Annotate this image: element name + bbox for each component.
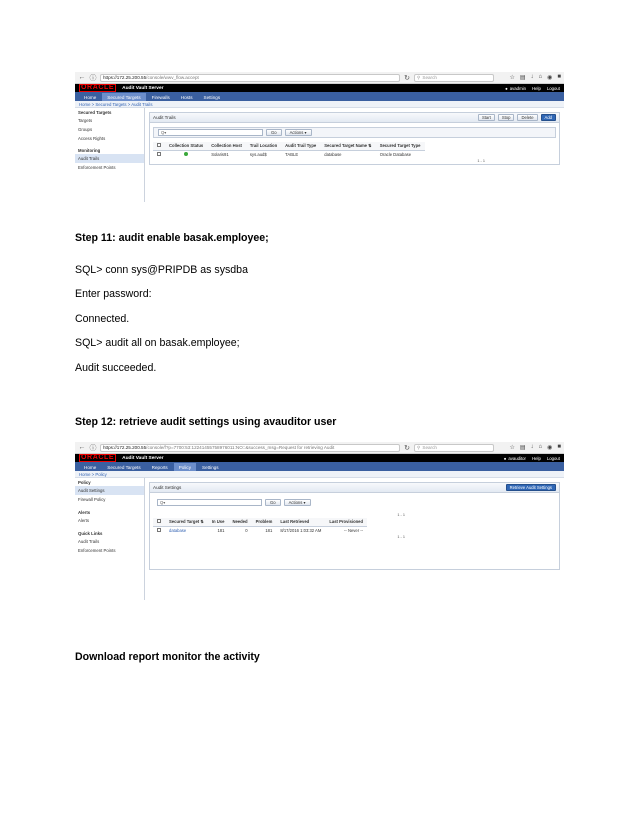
column-header[interactable]: Collection Status bbox=[165, 142, 207, 150]
url-bar[interactable] bbox=[100, 444, 400, 452]
browser-search-placeholder: Search bbox=[422, 75, 437, 80]
search-column-icon[interactable]: Q▾ bbox=[161, 130, 167, 135]
column-header[interactable]: In Use bbox=[208, 518, 229, 526]
panel-title: Audit Settings bbox=[153, 485, 182, 490]
sidebar-section-monitoring: Monitoring bbox=[78, 148, 101, 153]
search-column-icon[interactable]: Q▾ bbox=[160, 500, 166, 505]
browser-search-box[interactable] bbox=[414, 74, 494, 82]
tab-settings[interactable]: Settings bbox=[202, 464, 219, 470]
status-up-icon bbox=[184, 152, 188, 156]
cell-collection-host: Solaris91 bbox=[211, 151, 229, 157]
row-checkbox[interactable] bbox=[157, 152, 161, 156]
pagination-top: 1 - 1 bbox=[397, 513, 405, 517]
select-all-checkbox[interactable] bbox=[157, 519, 161, 523]
sync-icon[interactable]: ◉ bbox=[547, 445, 553, 451]
select-all-header[interactable] bbox=[153, 142, 165, 150]
column-header[interactable]: Secured Target ⇅ bbox=[165, 518, 208, 526]
clipboard-icon[interactable]: ▤ bbox=[519, 445, 526, 451]
browser-toolbar bbox=[75, 72, 564, 84]
sidebar-section-policy: Policy bbox=[78, 480, 91, 485]
breadcrumb-text[interactable]: Home > Policy bbox=[79, 471, 107, 477]
app-title: Audit Vault Server bbox=[122, 85, 164, 91]
help-link[interactable]: Help bbox=[532, 85, 541, 91]
step-11-heading: Step 11: audit enable basak.employee; bbox=[75, 232, 269, 244]
cell-trail-location: sys.aud$ bbox=[249, 151, 267, 157]
app-header bbox=[75, 454, 564, 462]
table-row bbox=[153, 150, 425, 158]
search-icon: ⚲ bbox=[417, 74, 421, 80]
clipboard-icon[interactable]: ▤ bbox=[519, 75, 526, 81]
main-tabs bbox=[75, 92, 564, 101]
report-search-input[interactable] bbox=[158, 129, 263, 136]
add-button[interactable]: Add bbox=[541, 114, 556, 121]
column-header[interactable]: Secured Target Type bbox=[376, 142, 425, 150]
tab-firewalls[interactable]: Firewalls bbox=[151, 94, 170, 100]
pagination: 1 - 1 bbox=[477, 159, 485, 163]
browser-search-placeholder: Search bbox=[422, 445, 437, 450]
row-checkbox[interactable] bbox=[157, 528, 161, 532]
cell-problem: 181 bbox=[265, 527, 273, 533]
column-header[interactable]: Collection Host bbox=[207, 142, 246, 150]
tab-secured-targets[interactable]: Secured Targets bbox=[102, 93, 145, 101]
url-host: https://172.25.200.55 bbox=[103, 75, 147, 80]
back-arrow-icon[interactable]: ← bbox=[78, 444, 86, 451]
app-header bbox=[75, 84, 564, 92]
sql-line: Connected. bbox=[75, 313, 130, 325]
info-icon: ⓘ bbox=[89, 74, 97, 82]
url-host: https://172.25.200.55 bbox=[103, 445, 147, 450]
sql-line: SQL> audit all on basak.employee; bbox=[75, 337, 240, 349]
sql-line: Audit succeeded. bbox=[75, 362, 157, 374]
back-arrow-icon[interactable]: ← bbox=[78, 74, 86, 81]
cell-last-retrieved: 8/17/2016 1:03:32 AM bbox=[280, 527, 322, 533]
cell-trail-type: TABLE bbox=[285, 151, 299, 157]
user-name: avauditor bbox=[508, 455, 526, 461]
sidebar-item-alerts[interactable]: Alerts bbox=[78, 518, 89, 523]
download-icon[interactable]: ↓ bbox=[530, 444, 534, 450]
logout-link[interactable]: Logout bbox=[546, 85, 560, 91]
column-header[interactable]: Last Provisioned bbox=[325, 518, 367, 526]
cell-in-use: 181 bbox=[217, 527, 225, 533]
column-header[interactable]: Last Retrieved bbox=[276, 518, 325, 526]
sql-line: SQL> conn sys@PRIPDB as sysdba bbox=[75, 264, 248, 276]
cell-target-name: database bbox=[324, 151, 342, 157]
report-toolbar bbox=[153, 497, 556, 508]
cell-needed: 0 bbox=[245, 527, 248, 533]
report-search-input[interactable] bbox=[157, 499, 262, 506]
user-name: avadmin bbox=[509, 85, 526, 91]
table-row bbox=[153, 526, 367, 534]
home-icon[interactable]: ⌂ bbox=[538, 74, 543, 80]
sidebar-item-targets[interactable]: Targets bbox=[78, 118, 93, 123]
pocket-icon[interactable]: ■ bbox=[557, 444, 561, 450]
logout-link[interactable]: Logout bbox=[546, 455, 560, 461]
sidebar-item-audit-trails[interactable]: Audit Trails bbox=[78, 539, 100, 544]
audit-settings-panel bbox=[149, 482, 560, 570]
tab-home[interactable]: Home bbox=[84, 94, 97, 100]
column-header[interactable]: Needed bbox=[228, 518, 251, 526]
audit-settings-table bbox=[153, 518, 367, 534]
actions-menu-button[interactable]: Actions ▾ bbox=[285, 129, 312, 136]
start-button[interactable]: Start bbox=[478, 114, 495, 121]
sidebar-item-firewall-policy[interactable]: Firewall Policy bbox=[78, 497, 106, 502]
info-icon: ⓘ bbox=[89, 444, 97, 452]
audit-trails-panel bbox=[149, 112, 560, 165]
sidebar-item-audit-settings[interactable]: Audit Settings bbox=[75, 486, 144, 495]
select-all-checkbox[interactable] bbox=[157, 143, 161, 147]
sync-icon[interactable]: ◉ bbox=[547, 75, 553, 81]
sidebar bbox=[75, 108, 145, 202]
star-icon[interactable]: ☆ bbox=[509, 75, 515, 81]
sidebar-item-enforcement-points[interactable]: Enforcement Points bbox=[78, 165, 116, 170]
delete-button[interactable]: Delete bbox=[517, 114, 537, 121]
pocket-icon[interactable]: ■ bbox=[557, 74, 561, 80]
url-path: /console/wwv_flow.accept bbox=[146, 75, 199, 80]
tab-settings[interactable]: Settings bbox=[203, 94, 221, 100]
stop-button[interactable]: Stop bbox=[498, 114, 515, 121]
actions-menu-button[interactable]: Actions ▾ bbox=[284, 499, 311, 506]
reload-icon[interactable]: ↻ bbox=[404, 444, 410, 452]
go-button[interactable]: Go bbox=[265, 499, 281, 506]
sidebar-item-groups[interactable]: Groups bbox=[78, 127, 93, 132]
browser-search-box[interactable] bbox=[414, 444, 494, 452]
report-toolbar bbox=[153, 127, 556, 138]
breadcrumb bbox=[75, 101, 564, 108]
breadcrumb-text[interactable]: Home > Secured Targets > Audit Trails bbox=[79, 101, 153, 107]
panel-title: Audit Trails bbox=[153, 115, 176, 120]
screenshot-audit-settings bbox=[75, 442, 564, 610]
tab-secured-targets[interactable]: Secured Targets bbox=[107, 464, 141, 470]
sidebar-item-audit-trails[interactable]: Audit Trails bbox=[75, 154, 144, 163]
tab-hosts[interactable]: Hosts bbox=[180, 94, 193, 100]
sql-line: Enter password: bbox=[75, 288, 152, 300]
sidebar-item-enforcement-points[interactable]: Enforcement Points bbox=[78, 548, 116, 553]
user-icon: ● bbox=[505, 85, 508, 91]
oracle-logo: ORACLE bbox=[81, 84, 115, 91]
sidebar-section-alerts: Alerts bbox=[78, 510, 91, 515]
main-tabs bbox=[75, 462, 564, 471]
sidebar-item-access-rights[interactable]: Access Rights bbox=[78, 136, 106, 141]
download-report-heading: Download report monitor the activity bbox=[75, 651, 260, 663]
go-button[interactable]: Go bbox=[266, 129, 282, 136]
tab-policy[interactable]: Policy bbox=[174, 463, 196, 471]
download-icon[interactable]: ↓ bbox=[530, 74, 534, 80]
app-title: Audit Vault Server bbox=[122, 455, 164, 461]
oracle-logo: ORACLE bbox=[81, 454, 115, 461]
reload-icon[interactable]: ↻ bbox=[404, 74, 410, 82]
browser-toolbar bbox=[75, 442, 564, 454]
url-bar[interactable] bbox=[100, 74, 400, 82]
tab-home[interactable]: Home bbox=[84, 464, 97, 470]
breadcrumb bbox=[75, 471, 564, 478]
audit-trails-table bbox=[153, 142, 425, 158]
url-path: /console/f?p=7700:53:12241455758976011:NO::&success_msg=Request for retrieving Audit bbox=[146, 445, 335, 450]
select-all-header[interactable] bbox=[153, 518, 165, 526]
sidebar bbox=[75, 478, 145, 600]
step-12-heading: Step 12: retrieve audit settings using avauditor user bbox=[75, 416, 337, 428]
column-header[interactable]: Secured Target Name ⇅ bbox=[320, 142, 375, 150]
search-icon: ⚲ bbox=[417, 444, 421, 450]
column-header[interactable]: Audit Trail Type bbox=[281, 142, 320, 150]
secured-target-link[interactable]: database bbox=[169, 527, 187, 533]
user-icon: ● bbox=[503, 455, 507, 461]
pagination-bottom: 1 - 1 bbox=[397, 535, 405, 539]
screenshot-audit-trails bbox=[75, 72, 564, 212]
cell-last-provisioned: -- Never -- bbox=[344, 527, 364, 533]
help-link[interactable]: Help bbox=[532, 455, 541, 461]
cell-target-type: Oracle Database bbox=[379, 151, 412, 157]
sidebar-section-secured-targets: Secured Targets bbox=[78, 110, 112, 115]
column-header[interactable]: Trail Location bbox=[246, 142, 281, 150]
retrieve-audit-settings-button[interactable]: Retrieve Audit Settings bbox=[506, 484, 556, 491]
column-header[interactable]: Problem bbox=[252, 518, 277, 526]
star-icon[interactable]: ☆ bbox=[509, 445, 515, 451]
home-icon[interactable]: ⌂ bbox=[538, 444, 543, 450]
sidebar-section-quick-links: Quick Links bbox=[78, 531, 103, 536]
tab-reports[interactable]: Reports bbox=[151, 464, 168, 470]
